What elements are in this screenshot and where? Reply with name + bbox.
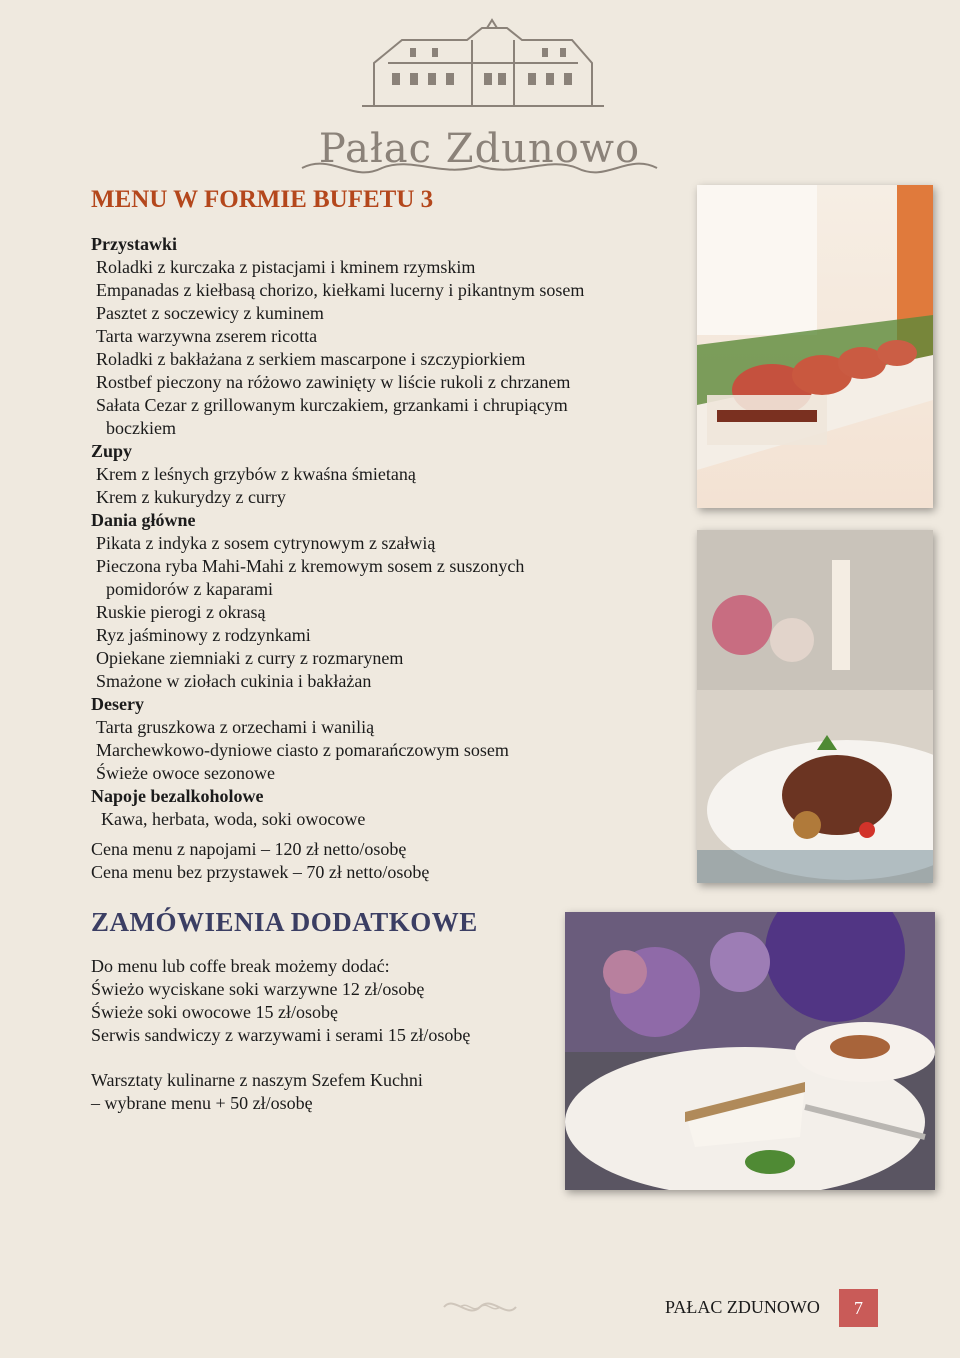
menu-item: Roladki z kurczaka z pistacjami i kminem rzymskim <box>96 257 476 277</box>
buffet-menu <box>91 233 691 831</box>
dessert-image-icon <box>565 912 935 1190</box>
category-dania-glowne: Dania główne <box>91 510 196 530</box>
menu-item: Tarta warzywna zserem ricotta <box>96 326 318 346</box>
menu-item: Pasztet z soczewicy z kuminem <box>96 303 324 323</box>
logo-wordmark: Pałac Zdunowo <box>318 126 641 172</box>
category-napoje: Napoje bezalkoholowe <box>91 786 264 806</box>
menu-item: Świeże owoce sezonowe <box>96 763 275 783</box>
price-line: Cena menu z napojami – 120 zł netto/osobę <box>91 839 407 859</box>
appetizers-photo <box>697 185 933 508</box>
menu-item: Pikata z indyka z sosem cytrynowym z szałwią <box>96 533 436 553</box>
appetizers-image-icon <box>697 185 933 508</box>
extras-line: Serwis sandwiczy z warzywami i serami 15 zł/osobę <box>91 1025 471 1045</box>
dessert-photo <box>565 912 935 1190</box>
footer-brand: PAŁAC ZDUNOWO <box>665 1297 820 1317</box>
plated-dish-image-icon <box>697 530 933 883</box>
menu-item: Rostbef pieczony na różowo zawinięty w liście rukoli z chrzanem <box>96 372 571 392</box>
extras-line: Świeże soki owocowe 15 zł/osobę <box>91 1002 338 1022</box>
menu-title: MENU W FORMIE BUFETU 3 <box>91 186 434 213</box>
category-przystawki: Przystawki <box>91 234 177 254</box>
footer-ornament-icon <box>440 1293 520 1321</box>
menu-item: Ruskie pierogi z okrasą <box>96 602 266 622</box>
menu-item-line: Sałata Cezar z grillowanym kurczakiem, grzankami i chrupiącym <box>96 395 568 415</box>
extras-line: Świeżo wyciskane soki warzywne 12 zł/osobę <box>91 979 425 999</box>
menu-item: Opiekane ziemniaki z curry z rozmarynem <box>96 648 404 668</box>
extras-title: ZAMÓWIENIA DODATKOWE <box>91 907 478 937</box>
menu-item: Krem z leśnych grzybów z kwaśna śmietaną <box>96 464 416 484</box>
menu-item <box>91 394 691 440</box>
extras-line: Do menu lub coffe break możemy dodać: <box>91 956 390 976</box>
menu-item: Empanadas z kiełbasą chorizo, kiełkami lucerny i pikantnym sosem <box>96 280 585 300</box>
menu-item <box>91 555 691 601</box>
menu-item: Krem z kukurydzy z curry <box>96 487 286 507</box>
menu-item: Tarta gruszkowa z orzechami i wanilią <box>96 717 375 737</box>
menu-item-line: Pieczona ryba Mahi-Mahi z kremowym sosem z suszonych <box>96 556 525 576</box>
page-number-badge: 7 <box>839 1289 878 1327</box>
plated-dish-photo <box>697 530 933 883</box>
price-line: Cena menu bez przystawek – 70 zł netto/osobę <box>91 862 430 882</box>
price-list <box>91 838 429 884</box>
category-zupy: Zupy <box>91 441 133 461</box>
menu-item: Kawa, herbata, woda, soki owocowe <box>101 809 366 829</box>
palace-logo <box>292 18 667 183</box>
category-desery: Desery <box>91 694 144 714</box>
spacer <box>91 1047 561 1069</box>
workshop-line: Warsztaty kulinarne z naszym Szefem Kuchni <box>91 1070 423 1090</box>
menu-item: Ryz jaśminowy z rodzynkami <box>96 625 311 645</box>
menu-item-line: boczkiem <box>106 418 176 438</box>
menu-item: Marchewkowo-dyniowe ciasto z pomarańczowym sosem <box>96 740 509 760</box>
menu-item-line: pomidorów z kaparami <box>106 579 273 599</box>
extras-list <box>91 955 561 1115</box>
menu-item: Roladki z bakłażana z serkiem mascarpone i szczypiorkiem <box>96 349 526 369</box>
menu-item: Smażone w ziołach cukinia i bakłażan <box>96 671 372 691</box>
workshop-line: – wybrane menu + 50 zł/osobę <box>91 1093 313 1113</box>
